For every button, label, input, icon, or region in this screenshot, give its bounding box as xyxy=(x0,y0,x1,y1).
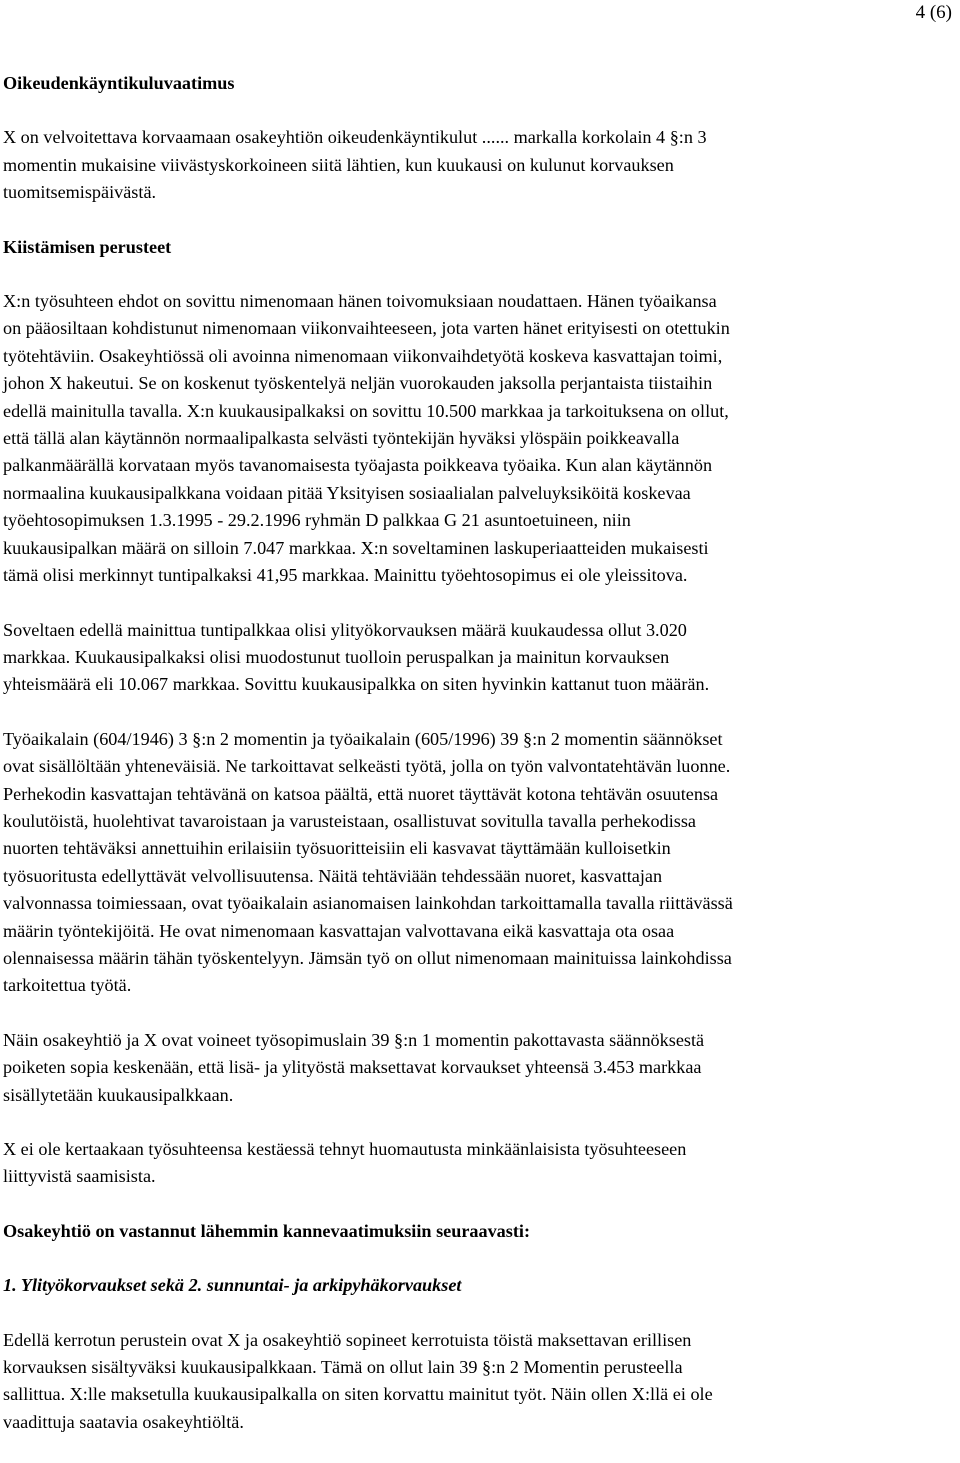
text-line: yhteismäärä eli 10.067 markkaa. Sovittu kuukausipalkka on siten hyvinkin kattanut tuon määrän. xyxy=(3,674,710,695)
subsection-heading xyxy=(3,1272,955,1299)
text-line: tämä olisi merkinnyt tuntipalkaksi 41,95 markkaa. Mainittu työehtosopimus ei ole yleissitova. xyxy=(3,565,688,586)
text-line: Näin osakeyhtiö ja X ovat voineet työsopimuslain 39 §:n 1 momentin pakottavasta säännöksestä xyxy=(3,1029,705,1050)
text-line: Työaikalain (604/1946) 3 §:n 2 momentin ja työaikalain (605/1996) 39 §:n 2 momentin säännökset xyxy=(3,728,723,749)
text-line: sallittua. X:lle maksetulla kuukausipalkalla on siten korvattu mainitut työt. Näin ollen X:llä ei ole xyxy=(3,1384,713,1405)
text-line: normaalina kuukausipalkkana voidaan pitää Yksityisen sosiaalialan palveluyksiköitä koskevaa xyxy=(3,482,691,503)
paragraph xyxy=(3,617,955,699)
text-line: korvauksen sisältyväksi kuukausipalkkaan. Tämä on ollut lain 39 §:n 2 Momentin perusteella xyxy=(3,1357,683,1378)
text-line: on pääosiltaan kohdistunut nimenomaan viikonvaihteeseen, jota varten hänet erityisesti on otettukin xyxy=(3,318,730,339)
text-line: Perhekodin kasvattajan tehtävänä on katsoa päältä, että nuoret täyttävät kotona tehtävän osuutensa xyxy=(3,783,719,804)
section-heading xyxy=(3,234,955,261)
text-line: tuomitsemispäivästä. xyxy=(3,182,157,203)
document-body xyxy=(3,70,955,1463)
paragraph xyxy=(3,124,955,206)
text-line: palkanmäärällä korvataan myös tavanomaisesta työajasta poikkeava työaika. Kun alan käytännön xyxy=(3,455,713,476)
text-line: poiketen sopia keskenään, että lisä- ja ylityöstä maksettavat korvaukset yhteensä 3.453 markkaa xyxy=(3,1057,702,1078)
paragraph xyxy=(3,1327,955,1437)
text-line: X:n työsuhteen ehdot on sovittu nimenomaan hänen toivomuksiaan noudattaen. Hänen työaikansa xyxy=(3,291,717,312)
text-line: koulutöistä, huolehtivat tavaroistaan ja varusteistaan, osallistuvat sovitulla tavalla perhekodissa xyxy=(3,810,696,831)
text-line: johon X hakeutui. Se on koskenut työskentelyä neljän vuorokauden jaksolla perjantaista tiistaihin xyxy=(3,373,713,394)
text-line: X ei ole kertaakaan työsuhteensa kestäessä tehnyt huomautusta minkäänlaisista työsuhteeseen xyxy=(3,1139,687,1159)
section-heading xyxy=(3,70,955,97)
paragraph xyxy=(3,288,955,589)
text-line: kuukausipalkan määrä on silloin 7.047 markkaa. X:n soveltaminen laskuperiaatteiden mukaisesti xyxy=(3,537,709,558)
text-line: vaadittuja saatavia osakeyhtiöltä. xyxy=(3,1411,244,1432)
text-line: liittyvistä saamisista. xyxy=(3,1166,156,1187)
text-line: sisällytetään kuukausipalkkaan. xyxy=(3,1084,234,1105)
section-heading xyxy=(3,1218,955,1245)
text-line: markkaa. Kuukausipalkaksi olisi muodostunut tuolloin peruspalkan ja mainitun korvauksen xyxy=(3,646,670,667)
text-line: työtehtäviin. Osakeyhtiössä oli avoinna nimenomaan viikonvaihdetyötä koskeva kasvattajan toimi, xyxy=(3,345,723,366)
text-line: työsuoritusta edellyttävät velvollisuutensa. Näitä tehtäviään tehdessään nuoret, kasvattajan xyxy=(3,865,663,886)
text-line: olennaisessa määrin tähän työskentelyyn. Jämsän työ on ollut nimenomaan mainituissa lainkohdissa xyxy=(3,947,732,968)
text-line: Oikeudenkäyntikuluvaatimus xyxy=(3,73,235,93)
paragraph xyxy=(3,726,955,1000)
text-line: Kiistämisen perusteet xyxy=(3,236,172,257)
text-line: työehtosopimuksen 1.3.1995 - 29.2.1996 ryhmän D palkkaa G 21 asuntoetuineen, niin xyxy=(3,510,631,531)
text-line: Edellä kerrotun perustein ovat X ja osakeyhtiö sopineet kerrotuista töistä maksettavan erillisen xyxy=(3,1329,692,1350)
text-line: Soveltaen edellä mainittua tuntipalkkaa olisi ylityökorvauksen määrä kuukaudessa ollut 3.020 xyxy=(3,619,687,640)
page-number: 4 (6) xyxy=(915,2,952,23)
text-line: momentin mukaisine viivästyskorkoineen siitä lähtien, kun kuukausi on kulunut korvauksen xyxy=(3,154,674,175)
text-line: että tällä alan käytännön normaalipalkasta selvästi työntekijän hyväksi ylöspäin poikkeavalla xyxy=(3,428,680,449)
text-line: valvonnassa toimiessaan, ovat työaikalain asianomaisen lainkohdan tarkoittamalla tavalla riittävässä xyxy=(3,893,733,914)
text-line: nuorten tehtäväksi annettuihin erilaisiin työsuoritteisiin eli kasvavat täyttämään kulloisetkin xyxy=(3,838,671,859)
text-line: X on velvoitettava korvaamaan osakeyhtiön oikeudenkäyntikulut ...... markalla korkolain 4 §:n 3 xyxy=(3,127,707,148)
text-line: Osakeyhtiö on vastannut lähemmin kannevaatimuksiin seuraavasti: xyxy=(3,1220,531,1241)
text-line: 1. Ylityökorvaukset sekä 2. sunnuntai- ja arkipyhäkorvaukset xyxy=(3,1275,462,1296)
text-line: edellä mainitulla tavalla. X:n kuukausipalkaksi on sovittu 10.500 markkaa ja tarkoituksena on ollut, xyxy=(3,400,729,421)
paragraph xyxy=(3,1027,955,1109)
paragraph xyxy=(3,1136,955,1191)
text-line: ovat sisällöltään yhteneväisiä. Ne tarkoittavat selkeästi työtä, jolla on työn valvontatehtävän luonne. xyxy=(3,756,731,777)
text-line: määrin työntekijöitä. He ovat nimenomaan kasvattajan valvottavana eikä kasvattaja ota osaa xyxy=(3,920,675,941)
text-line: tarkoitettua työtä. xyxy=(3,975,132,996)
